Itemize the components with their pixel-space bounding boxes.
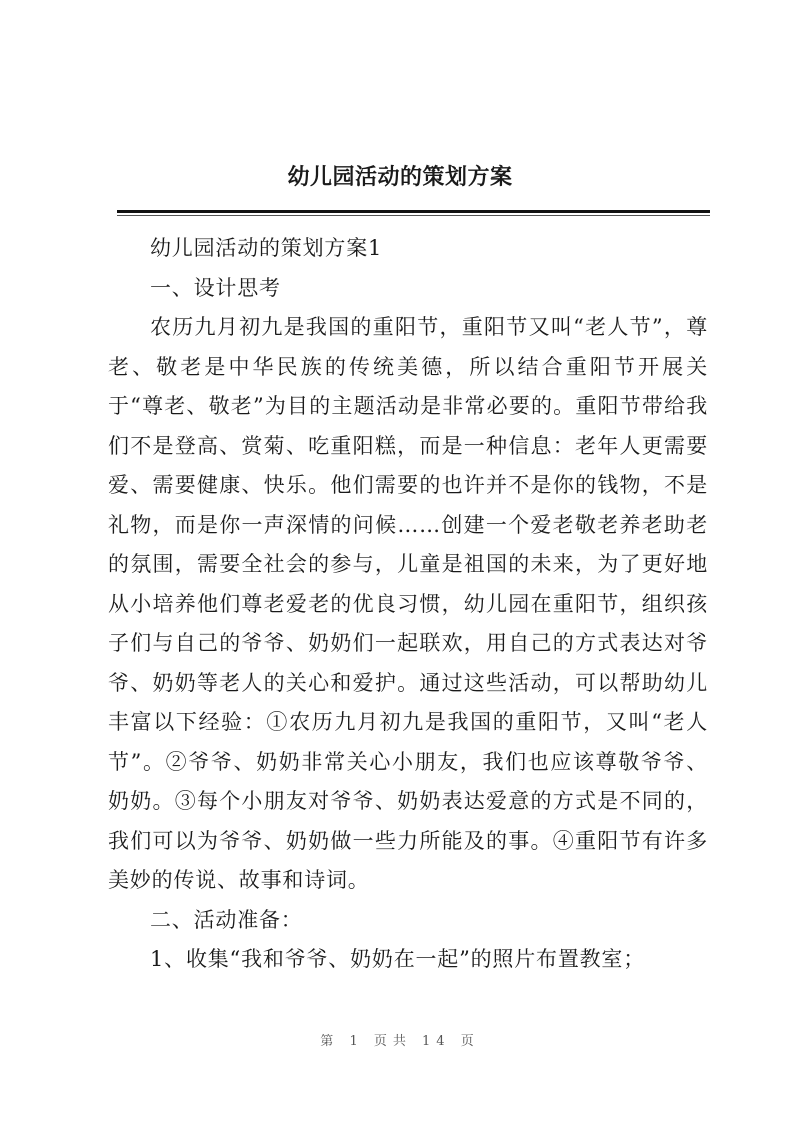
page-footer bbox=[0, 1030, 800, 1049]
current-page-number: 1 bbox=[349, 1034, 364, 1049]
document-body bbox=[108, 229, 708, 980]
list-item: 1、收集“我和爷爷、奶奶在一起”的照片布置教室； bbox=[150, 947, 646, 971]
document-title: 幼儿园活动的策划方案 bbox=[287, 165, 513, 190]
page-label-mid: 页共 bbox=[373, 1034, 412, 1049]
title-divider-thick bbox=[117, 210, 710, 213]
section-heading: 幼儿园活动的策划方案1 bbox=[150, 236, 383, 260]
total-pages-number: 14 bbox=[422, 1034, 451, 1049]
title-divider-thin bbox=[117, 215, 710, 216]
page-label-prefix: 第 bbox=[320, 1034, 340, 1049]
section-subheading: 二、活动准备： bbox=[150, 907, 303, 932]
page-label-suffix: 页 bbox=[460, 1034, 480, 1049]
section-subheading: 一、设计思考 bbox=[150, 275, 281, 300]
body-paragraph: 农历九月初九是我国的重阳节，重阳节又叫“老人节”，尊老、敬老是中华民族的传统美德，所以结合重阳节开展关于“尊老、敬老”为目的主题活动是非常必要的。重阳节带给我们不是登高、赏菊、吃重阳糕，而是一种信息：老年人更需要爱、需要健康、快乐。他们需要的也许并不是你的钱物，不是礼物，而是你一声深情的问候……创建一个爱老敬老养老助老的氛围，需要全社会的参与，儿童是祖国的未来，为了更好地从小培养他们尊老爱老的优良习惯，幼儿园在重阳节，组织孩子们与自己的爷爷、奶奶们一起联欢，用自己的方式表达对爷爷、奶奶等老人的关心和爱护。通过这些活动，可以帮助幼儿丰富以下经验：①农历九月初九是我国的重阳节，又叫“老人节”。②爷爷、奶奶非常关心小朋友，我们也应该尊敬爷爷、奶奶。③每个小朋友对爷爷、奶奶表达爱意的方式是不同的，我们可以为爷爷、奶奶做一些力所能及的事。④重阳节有许多美妙的传说、故事和诗词。 bbox=[108, 315, 708, 892]
